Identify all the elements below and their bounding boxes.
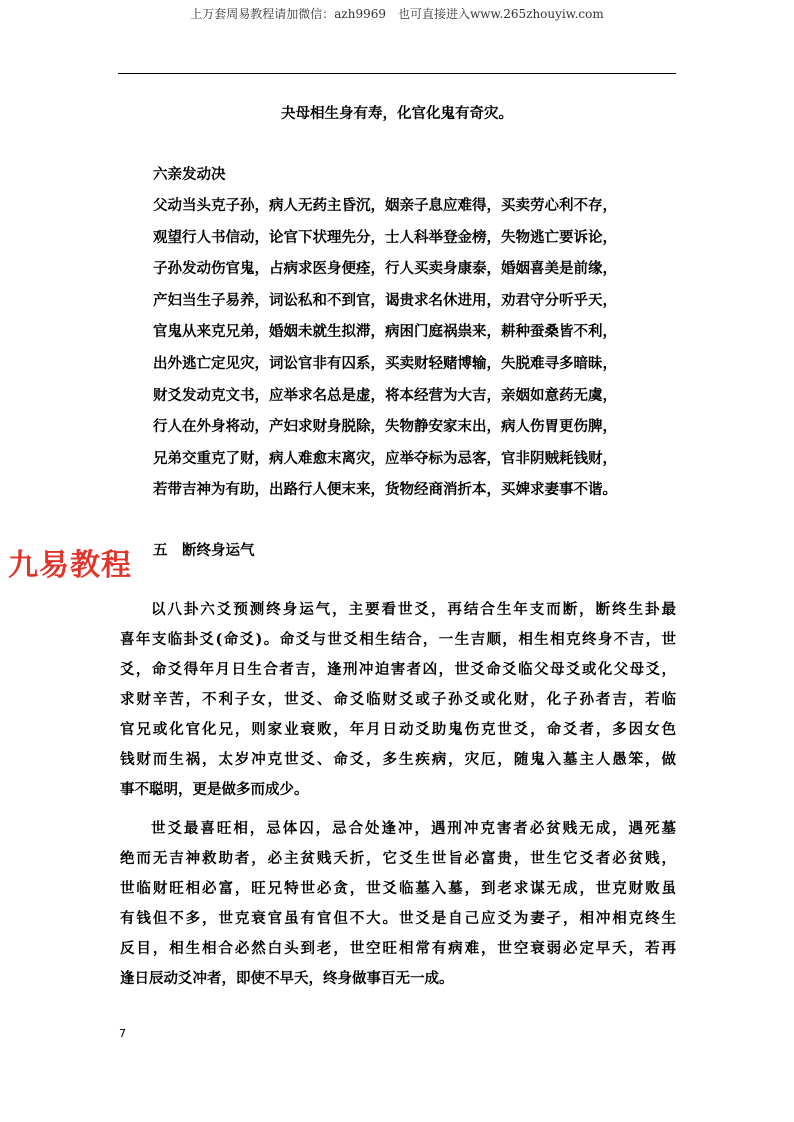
paragraph-line: 喜年支临卦爻(命爻)。命爻与世爻相生结合，一生吉顺，相生相克终身不吉，世: [120, 631, 676, 648]
paragraph-2: [120, 817, 676, 997]
paragraph-line: 逢日辰动爻冲者，即使不早夭，终身做事百无一成。: [120, 970, 454, 987]
header-note: 上万套周易教程请加微信：azh9969 也可直接进入www.265zhouyiw.com: [190, 7, 604, 21]
paragraph-line: 官兄或化官化兄，则家业衰败，年月日动爻助鬼伤克世爻，命爻者，多因女色: [120, 721, 676, 738]
paragraph-line: 以八卦六爻预测终身运气，主要看世爻，再结合生年支而断，断终生卦最: [151, 601, 676, 618]
verse-line: 兄弟交重克了财，病人难愈末离灾，应举夺标为忌客，官非阴贼耗钱财，: [153, 449, 617, 467]
header-divider: [118, 73, 676, 74]
section-title-lifetime-fortune: 五 断终身运气: [153, 542, 255, 559]
paragraph-line: 有钱但不多，世克衰官虽有官但不大。世爻是自己应爻为妻孑，相冲相克终生: [120, 910, 676, 927]
six-relatives-verse: [153, 194, 693, 510]
verse-line: 父动当头克子孙，病人无药主昏沉，姻亲子息应难得，买卖劳心利不存，: [153, 197, 617, 214]
paragraph-line: 世临财旺相必富，旺兄特世必贪，世爻临墓入墓，到老求谋无成，世克财败虽: [120, 880, 676, 897]
verse-line: 行人在外身将动，产妇求财身脱除，失物静安家末出，病人伤胃更伤脾，: [153, 418, 617, 436]
verse-line: 官鬼从来克兄弟，婚姻未就生拟滞，病困门庭祸祟来，耕种蚕桑皆不利，: [153, 323, 617, 341]
paragraph-line: 绝而无吉神救助者，必主贫贱夭折，它爻生世旨必富贵，世生它爻者必贫贱，: [120, 850, 676, 867]
paragraph-line: 世爻最喜旺相，忌体囚，忌合处逢冲，遇刑冲克害者必贫贱无成，遇死墓: [151, 820, 676, 837]
verse-line: 出外逃亡定见灾，词讼官非有囚系，买卖财轻赌博输，失脱难寻多暗昧，: [153, 354, 617, 372]
verse-line: 观望行人书信动，论官下状理先分，士人科举登金榜，失物逃亡要诉论，: [153, 228, 617, 246]
page-number: 7: [119, 1027, 126, 1040]
watermark-logo: 九易教程: [8, 548, 132, 583]
verse-line: 财爻发动克文书，应举求名总是虚，将本经营为大吉，亲姻如意药无虞，: [153, 386, 617, 404]
verse-line: 产妇当生子易养，词讼私和不到官，谒贵求名休进用，劝君守分听乎天，: [153, 291, 617, 309]
paragraph-line: 钱财而生祸，太岁冲克世爻、命爻，多生疾病，灾厄，随鬼入墓主人愚笨，做: [120, 751, 676, 768]
verse-line: 子孙发动伤官鬼，占病求医身便痊，行人买卖身康泰，婚姻喜美是前缘，: [153, 260, 617, 278]
verse-line: 若带吉神为有助，出路行人便末来，货物经商消折本，买婢求妻事不谐。: [153, 481, 617, 499]
closing-verse-line: 夬母相生身有寿，化官化鬼有奇灾。: [281, 105, 513, 122]
paragraph-line: 反目，相生相合必然白头到老，世空旺相常有病难，世空衰弱必定早夭，若再: [120, 940, 676, 957]
paragraph-line: 爻，命爻得年月日生合者吉，逢刑冲迫害者凶，世爻命爻临父母爻或化父母爻，: [120, 661, 676, 678]
paragraph-line: 事不聪明，更是做多而成少。: [120, 781, 309, 798]
section-title-six-relatives: 六亲发动决: [153, 166, 226, 183]
paragraph-line: 求财辛苦，不利子女，世爻、命爻临财爻或子孙爻或化财，化子孙者吉，若临: [120, 691, 676, 708]
paragraph-1: [120, 598, 676, 808]
